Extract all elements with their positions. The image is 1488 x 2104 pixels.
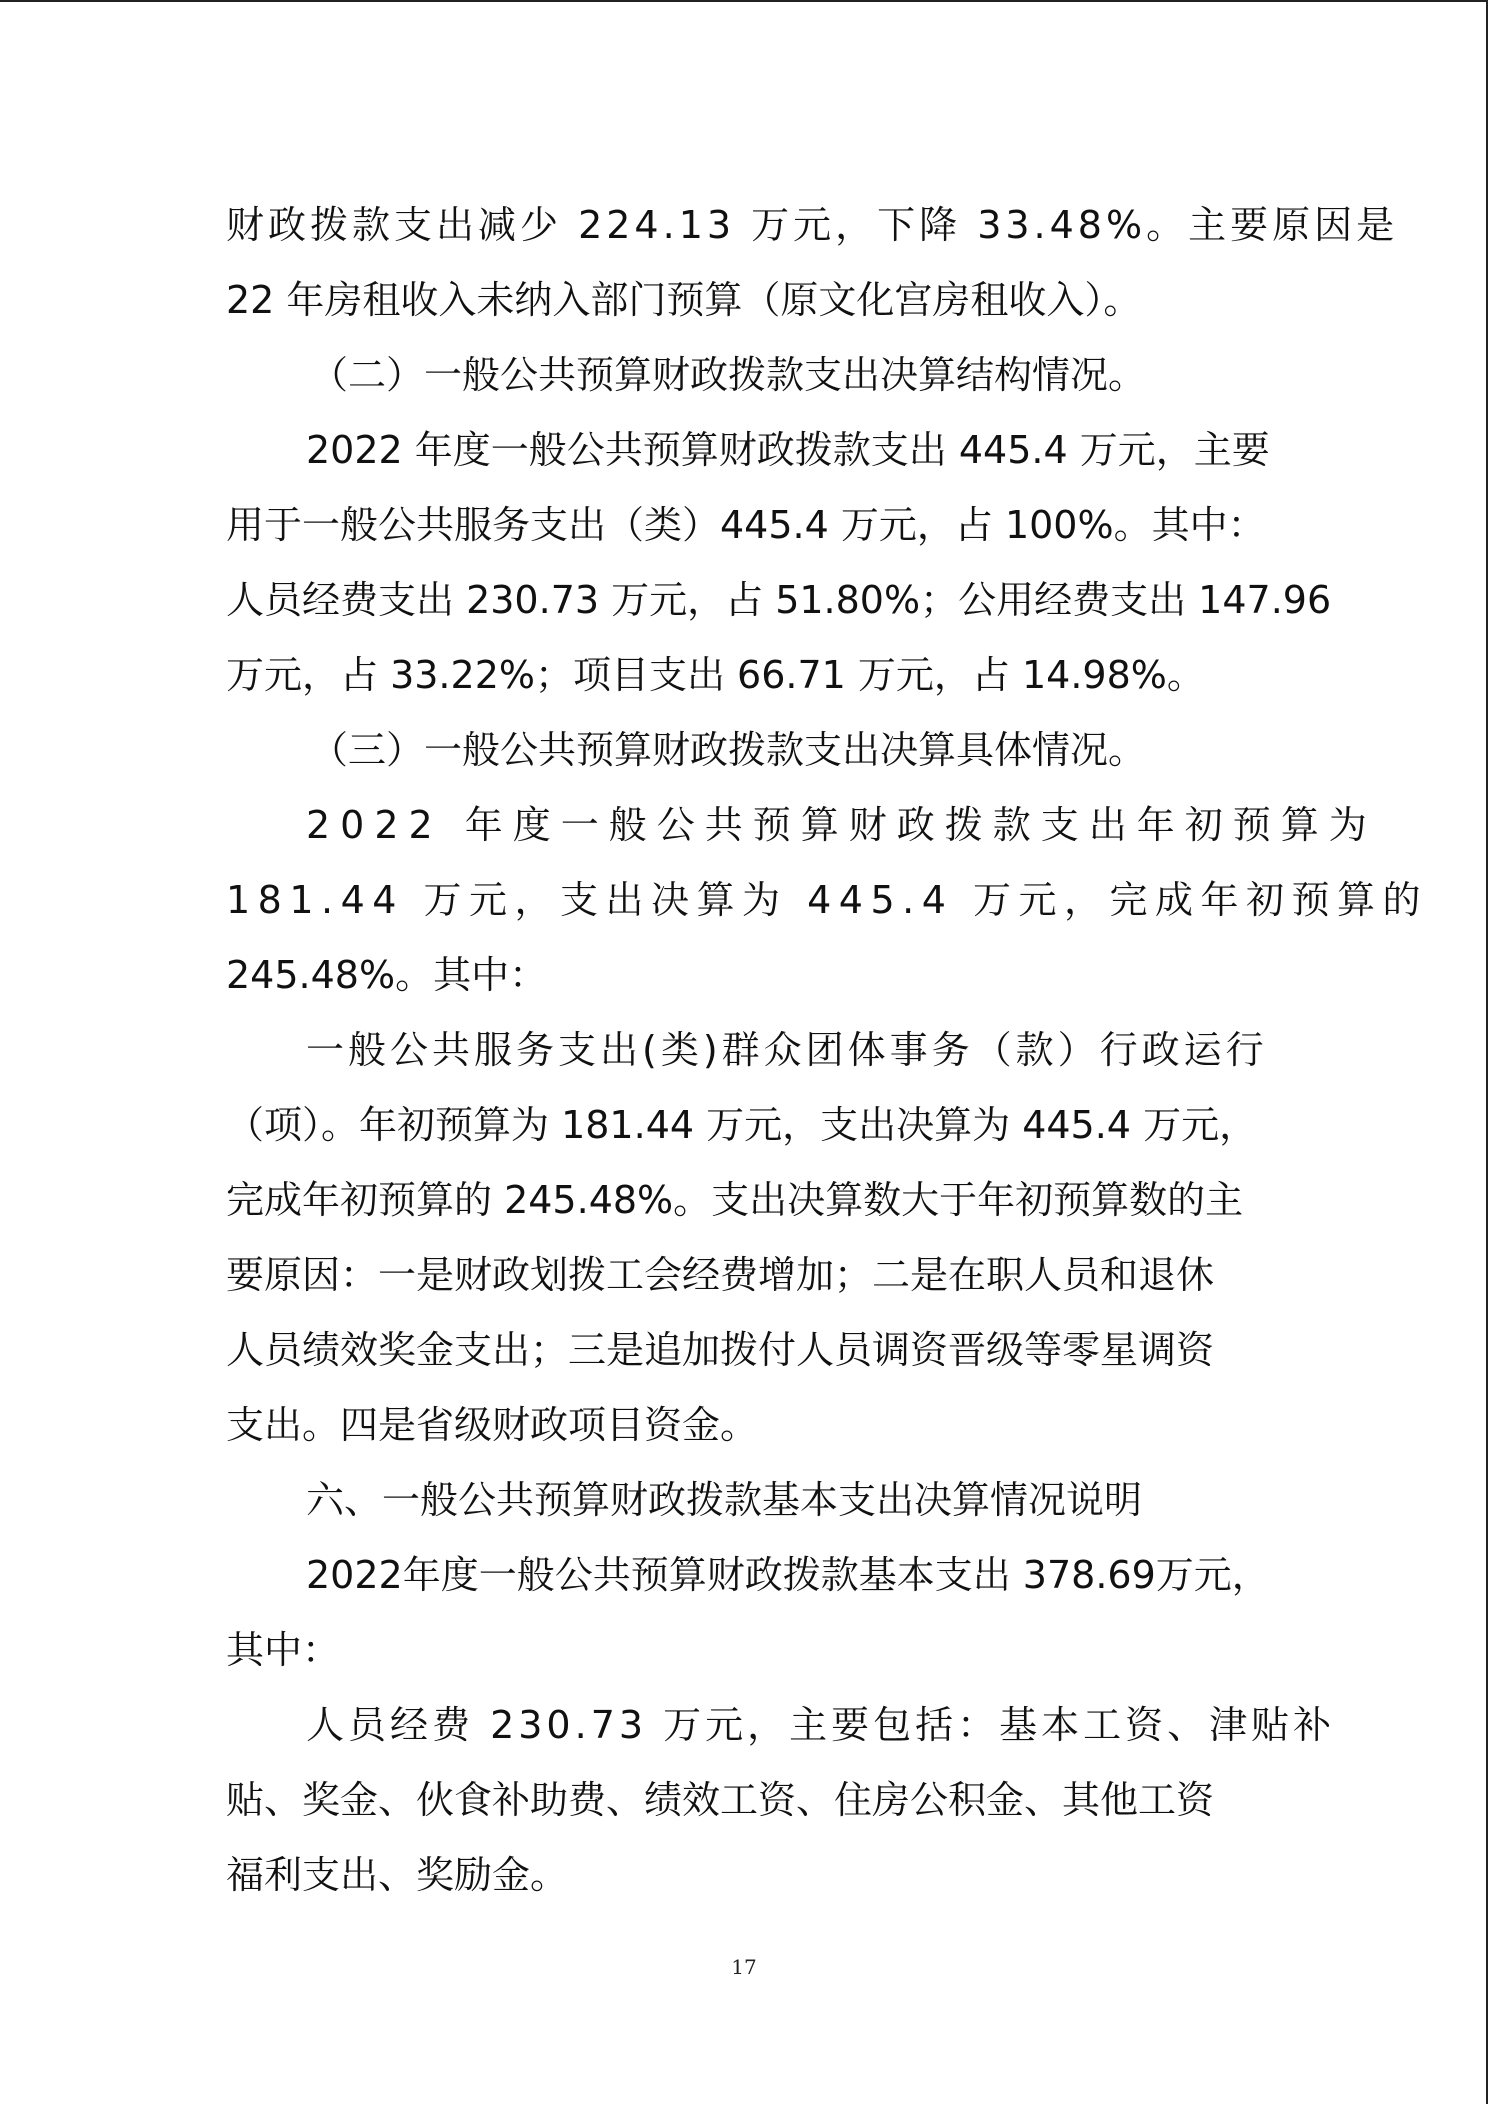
text-line: 22 年房租收入未纳入部门预算（原文化宫房租收入）。 <box>226 278 1142 322</box>
text-line: 财政拨款支出减少 224.13 万元，下降 33.48%。主要原因是 <box>226 203 1399 247</box>
text-line: 人员绩效奖金支出；三是追加拨付人员调资晋级等零星调资 <box>226 1328 1215 1372</box>
text-line: 万元，占 33.22%；项目支出 66.71 万元，占 14.98%。 <box>226 653 1205 697</box>
text-line: 要原因：一是财政划拨工会经费增加；二是在职人员和退休 <box>226 1253 1215 1297</box>
page-number: 17 <box>731 1955 757 1979</box>
paragraph-general-public-services <box>226 1020 1266 1470</box>
page-top-border <box>0 0 1488 2</box>
text-line: 其中： <box>226 1628 341 1672</box>
section-heading-2: （二）一般公共预算财政拨款支出决算结构情况。 <box>310 353 1147 397</box>
paragraph-basic-expenditure <box>226 1545 1270 1695</box>
text-line: 245.48%。其中： <box>226 953 548 997</box>
paragraph-personnel-expenses <box>226 1695 1336 1920</box>
text-line: 贴、奖金、伙食补助费、绩效工资、住房公积金、其他工资 <box>226 1778 1215 1822</box>
paragraph-expenditure-decrease <box>226 195 1399 345</box>
text-line: 一般公共服务支出(类)群众团体事务（款）行政运行 <box>306 1028 1268 1072</box>
paragraph-expenditure-structure <box>226 420 1332 720</box>
text-line: （项）。年初预算为 181.44 万元，支出决算为 445.4 万元， <box>226 1103 1258 1147</box>
section-heading-3: （三）一般公共预算财政拨款支出决算具体情况。 <box>310 728 1147 772</box>
text-line: 181.44 万元，支出决算为 445.4 万元，完成年初预算的 <box>226 878 1428 922</box>
text-line: 2022 年度一般公共预算财政拨款支出 445.4 万元，主要 <box>306 428 1270 472</box>
section-heading-6: 六、一般公共预算财政拨款基本支出决算情况说明 <box>306 1478 1143 1522</box>
text-line: 支出。四是省级财政项目资金。 <box>226 1403 759 1447</box>
text-line: 2022 年度一般公共预算财政拨款支出年初预算为 <box>306 803 1377 847</box>
paragraph-expenditure-details <box>226 795 1428 1020</box>
document-body <box>226 195 1428 1920</box>
text-line: 完成年初预算的 245.48%。支出决算数大于年初预算数的主 <box>226 1178 1244 1222</box>
text-line: 福利支出、奖励金。 <box>226 1853 569 1897</box>
text-line: 2022年度一般公共预算财政拨款基本支出 378.69万元， <box>306 1553 1270 1597</box>
text-line: 用于一般公共服务支出（类）445.4 万元，占 100%。其中： <box>226 503 1266 547</box>
text-line: 人员经费 230.73 万元，主要包括：基本工资、津贴补 <box>306 1703 1336 1747</box>
text-line: 人员经费支出 230.73 万元，占 51.80%；公用经费支出 147.96 <box>226 578 1332 622</box>
